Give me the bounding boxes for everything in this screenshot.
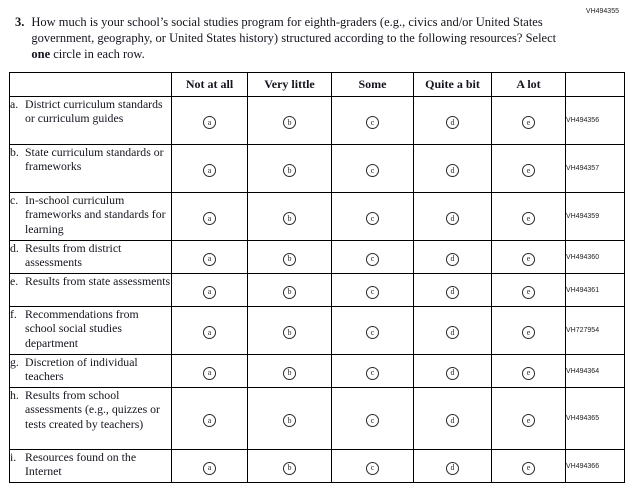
code-header-empty [566, 73, 625, 97]
row-letter: h. [10, 388, 19, 402]
answer-bubble[interactable]: d [446, 253, 459, 266]
answer-bubble[interactable]: c [366, 326, 379, 339]
answer-bubble[interactable]: c [366, 116, 379, 129]
form-accession-code: VH494355 [585, 8, 619, 15]
answer-bubble[interactable]: b [283, 286, 296, 299]
question-text-part2: circle in each row. [50, 47, 145, 61]
row-letter: b. [10, 145, 19, 159]
row-code: VH494359 [566, 193, 625, 241]
answer-bubble[interactable]: e [522, 286, 535, 299]
question-block [15, 14, 594, 62]
answer-bubble[interactable]: e [522, 253, 535, 266]
answer-bubble[interactable]: d [446, 462, 459, 475]
row-stem [10, 241, 172, 274]
answer-bubble[interactable]: b [283, 212, 296, 225]
answer-bubble[interactable]: d [446, 286, 459, 299]
row-text: State curriculum standards or frameworks [25, 145, 164, 174]
answer-bubble[interactable]: a [203, 253, 216, 266]
answer-bubble[interactable]: b [283, 462, 296, 475]
table-row-a [10, 97, 625, 145]
answer-bubble[interactable]: e [522, 116, 535, 129]
answer-bubble[interactable]: c [366, 414, 379, 427]
row-letter: i. [10, 450, 17, 464]
row-text: Results from district assessments [25, 241, 122, 270]
table-row-h [10, 388, 625, 450]
table-row-e [10, 274, 625, 307]
row-text: Results from state assessments [25, 274, 171, 288]
answer-bubble[interactable]: a [203, 367, 216, 380]
column-header-not-at-all: Not at all [172, 73, 248, 97]
row-letter: d. [10, 241, 19, 255]
row-code: VH494366 [566, 450, 625, 483]
row-stem [10, 307, 172, 355]
answer-bubble[interactable]: a [203, 212, 216, 225]
question-text [31, 14, 576, 62]
row-text: Results from school assessments (e.g., quizzes or tests created by teachers) [25, 388, 160, 431]
answer-bubble[interactable]: b [283, 164, 296, 177]
answer-bubble[interactable]: e [522, 164, 535, 177]
answer-bubble[interactable]: d [446, 212, 459, 225]
row-text: Discretion of individual teachers [25, 355, 138, 384]
answer-bubble[interactable]: c [366, 212, 379, 225]
table-row-f [10, 307, 625, 355]
table-row-c [10, 193, 625, 241]
answer-bubble[interactable]: e [522, 326, 535, 339]
answer-bubble[interactable]: a [203, 164, 216, 177]
row-code: VH494365 [566, 388, 625, 450]
row-code: VH727954 [566, 307, 625, 355]
row-stem [10, 97, 172, 145]
row-stem [10, 193, 172, 241]
answer-bubble[interactable]: a [203, 286, 216, 299]
row-letter: g. [10, 355, 19, 369]
column-header-quite-a-bit: Quite a bit [414, 73, 492, 97]
column-header-a-lot: A lot [492, 73, 566, 97]
row-letter: c. [10, 193, 19, 207]
row-text: Recommendations from school social studies department [25, 307, 139, 350]
row-code: VH494361 [566, 274, 625, 307]
row-stem [10, 388, 172, 450]
row-text: District curriculum standards or curriculum guides [25, 97, 163, 126]
row-stem [10, 274, 172, 307]
question-text-bold: one [31, 47, 51, 61]
answer-bubble[interactable]: e [522, 414, 535, 427]
row-letter: f. [10, 307, 17, 321]
answer-bubble[interactable]: d [446, 414, 459, 427]
answer-bubble[interactable]: d [446, 116, 459, 129]
answer-bubble[interactable]: a [203, 116, 216, 129]
answer-bubble[interactable]: e [522, 212, 535, 225]
table-row-i [10, 450, 625, 483]
answer-bubble[interactable]: e [522, 367, 535, 380]
answer-bubble[interactable]: b [283, 253, 296, 266]
question-number: 3. [15, 15, 25, 29]
row-code: VH494357 [566, 145, 625, 193]
answer-bubble[interactable]: c [366, 462, 379, 475]
row-stem [10, 145, 172, 193]
row-code: VH494356 [566, 97, 625, 145]
answer-bubble[interactable]: a [203, 414, 216, 427]
column-header-some: Some [332, 73, 414, 97]
answer-bubble[interactable]: a [203, 326, 216, 339]
resources-matrix-table [9, 72, 625, 483]
row-text: In-school curriculum frameworks and standards for learning [25, 193, 166, 236]
row-text: Resources found on the Internet [25, 450, 137, 479]
answer-bubble[interactable]: d [446, 164, 459, 177]
answer-bubble[interactable]: d [446, 326, 459, 339]
row-stem [10, 355, 172, 388]
answer-bubble[interactable]: c [366, 253, 379, 266]
answer-bubble[interactable]: c [366, 367, 379, 380]
answer-bubble[interactable]: b [283, 414, 296, 427]
column-header-very-little: Very little [248, 73, 332, 97]
row-code: VH494360 [566, 241, 625, 274]
answer-bubble[interactable]: c [366, 286, 379, 299]
question-text-part1: How much is your school’s social studies program for eighth-graders (e.g., civics and/or United States government, geography, or United States history) structured according to the following resources? Select [31, 15, 557, 45]
row-stem [10, 450, 172, 483]
answer-bubble[interactable]: c [366, 164, 379, 177]
row-letter: e. [10, 274, 19, 288]
table-row-d [10, 241, 625, 274]
answer-bubble[interactable]: b [283, 326, 296, 339]
answer-bubble[interactable]: b [283, 116, 296, 129]
header-row [10, 73, 625, 97]
stem-header-empty [10, 73, 172, 97]
answer-bubble[interactable]: e [522, 462, 535, 475]
answer-bubble[interactable]: d [446, 367, 459, 380]
row-code: VH494364 [566, 355, 625, 388]
answer-bubble[interactable]: b [283, 367, 296, 380]
table-row-g [10, 355, 625, 388]
row-letter: a. [10, 97, 19, 111]
answer-bubble[interactable]: a [203, 462, 216, 475]
table-row-b [10, 145, 625, 193]
